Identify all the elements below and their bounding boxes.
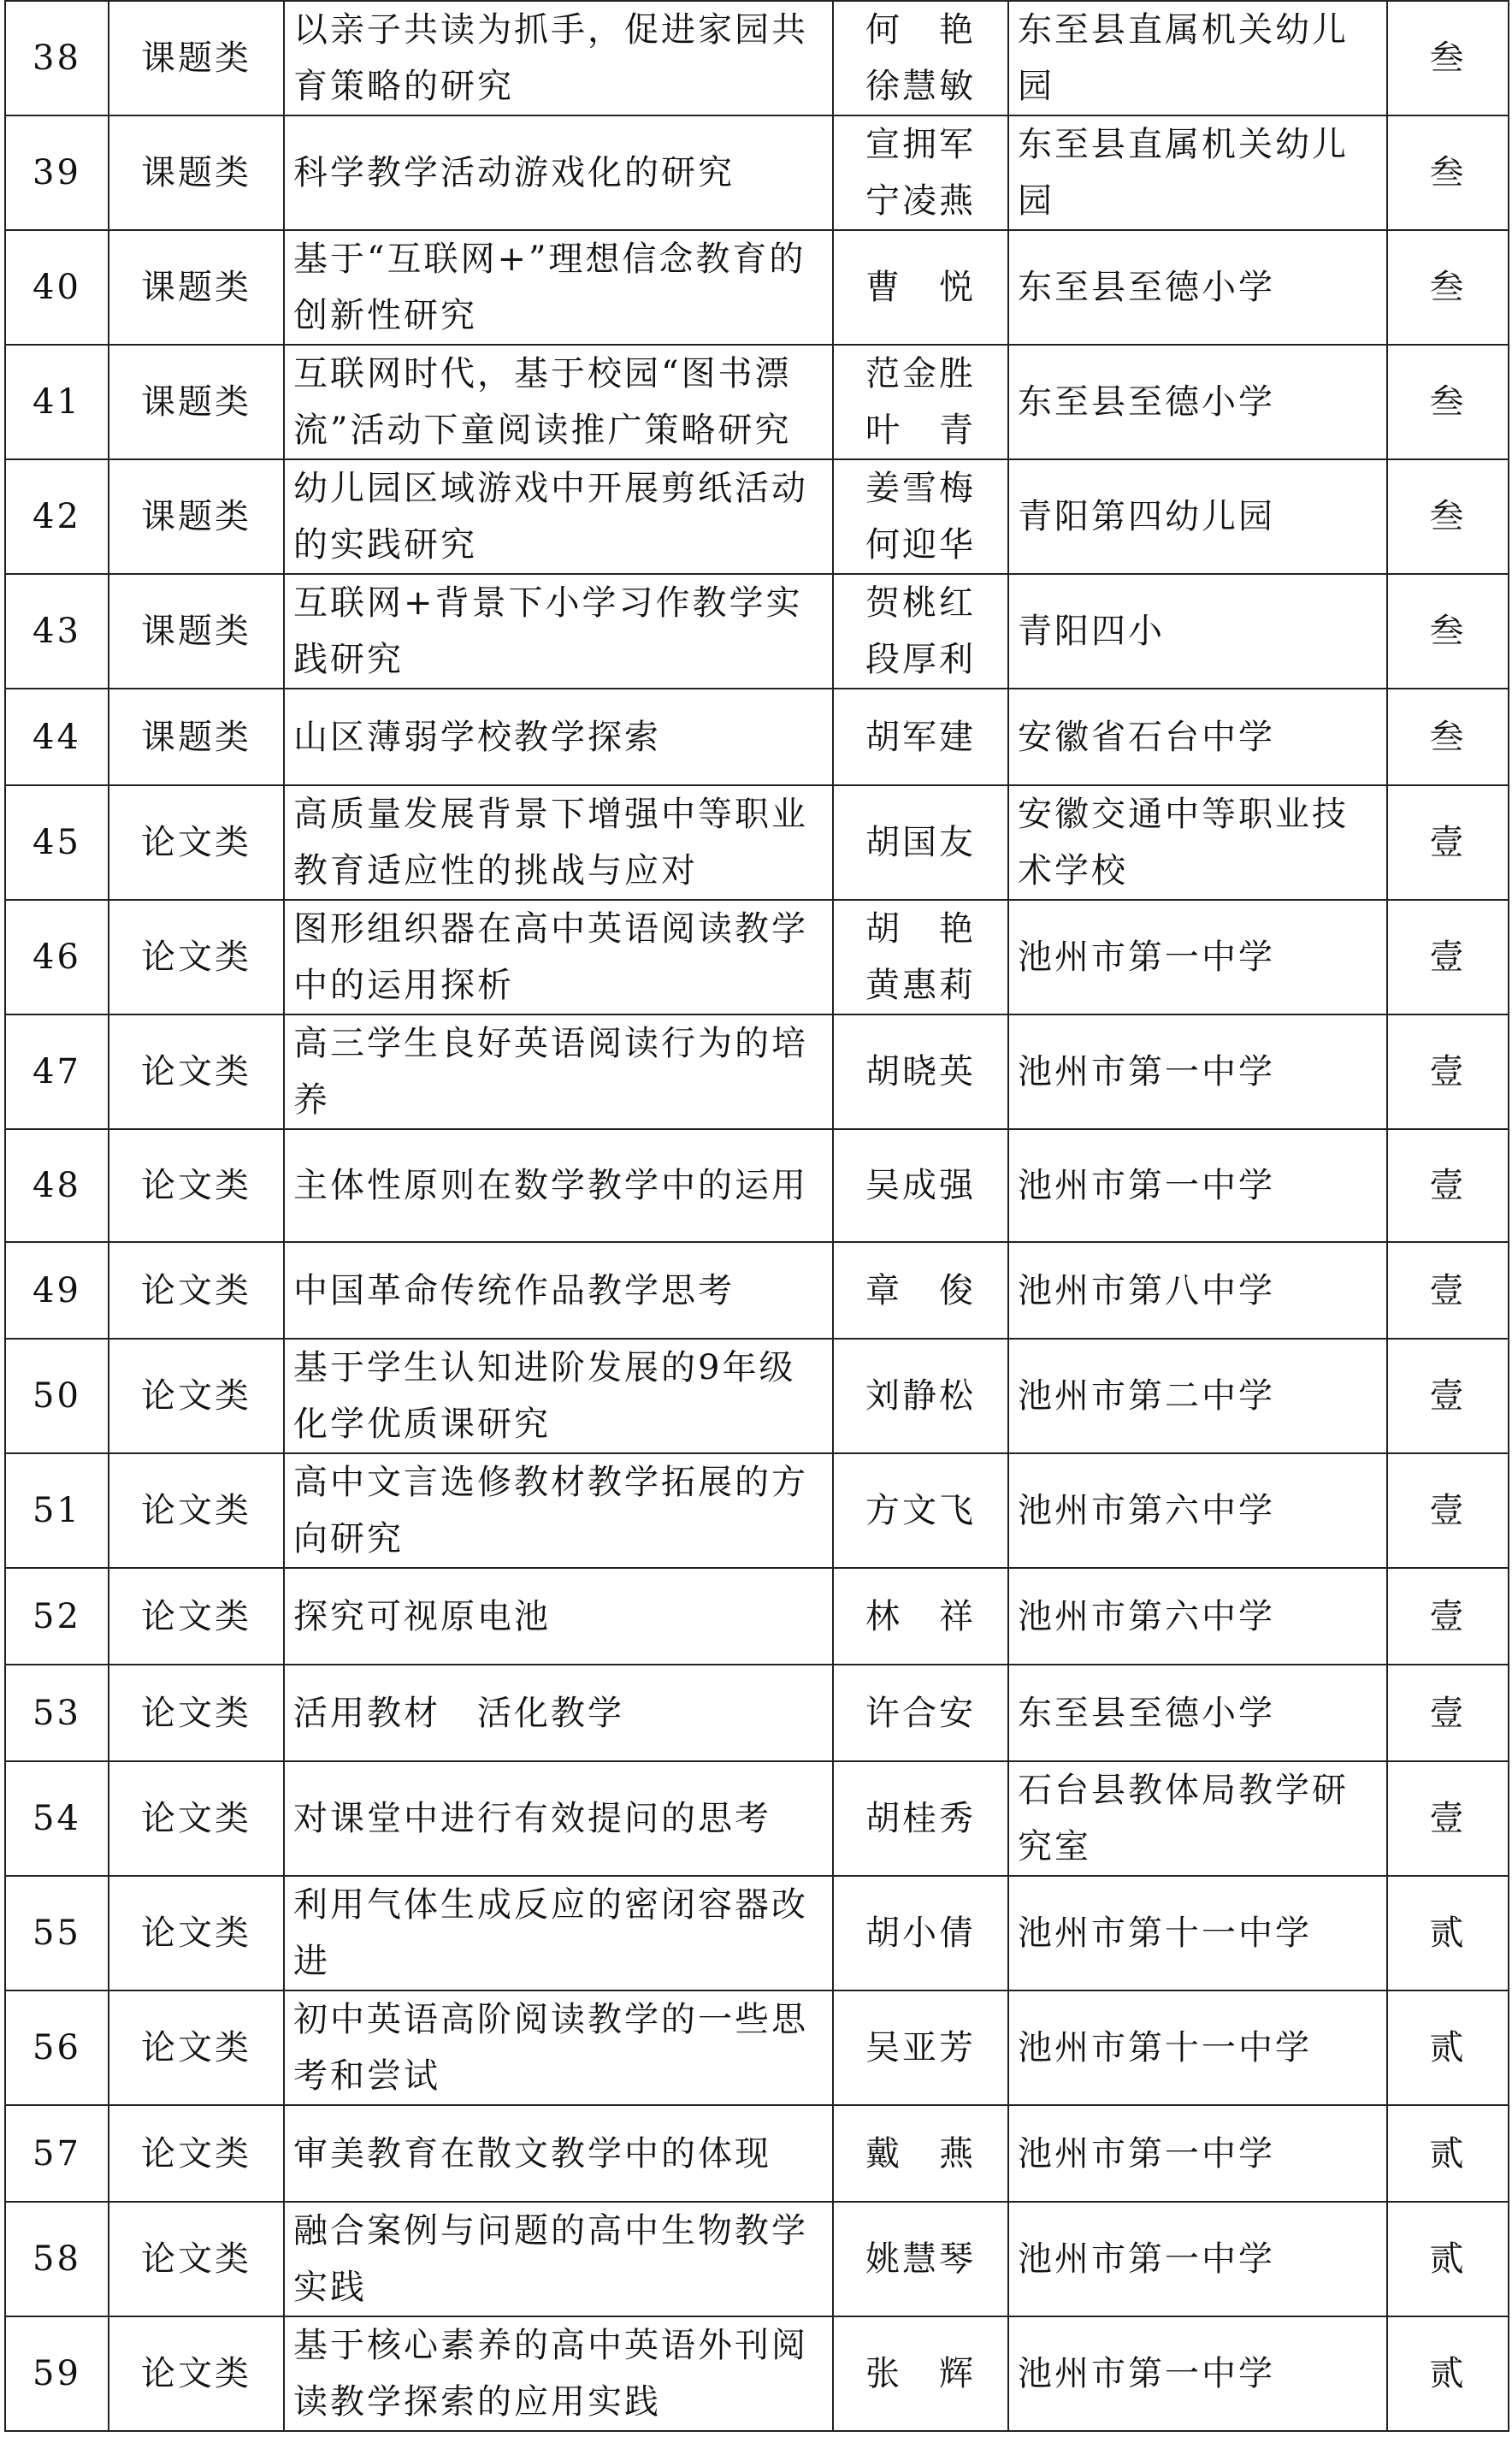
author-cell [833, 1014, 1008, 1129]
author-cell [833, 900, 1008, 1014]
category-cell: 课题类 [109, 230, 284, 345]
author-name: 吴成强 [865, 1166, 976, 1205]
author-cell [833, 115, 1008, 230]
row-number-cell: 51 [5, 1453, 109, 1568]
title-cell: 互联网+背景下小学习作教学实践研究 [284, 574, 833, 689]
category-cell: 课题类 [109, 1, 284, 115]
award-level-cell: 叁 [1387, 345, 1509, 459]
award-level-cell: 壹 [1387, 1014, 1509, 1129]
author-cell [833, 785, 1008, 900]
award-level-cell: 贰 [1387, 1876, 1509, 1990]
category-cell: 论文类 [109, 1876, 284, 1990]
author-cell [833, 1761, 1008, 1876]
author-name: 宁凌燕 [865, 181, 976, 221]
award-level-cell: 壹 [1387, 1242, 1509, 1339]
author-cell [833, 230, 1008, 345]
award-level-cell: 叁 [1387, 459, 1509, 574]
category-cell: 课题类 [109, 345, 284, 459]
row-number-cell: 43 [5, 574, 109, 689]
unit-cell: 东至县至德小学 [1008, 345, 1387, 459]
row-number-cell: 45 [5, 785, 109, 900]
category-cell: 论文类 [109, 1453, 284, 1568]
author-name: 林 祥 [865, 1596, 976, 1636]
author-cell [833, 1453, 1008, 1568]
award-level-cell: 壹 [1387, 900, 1509, 1014]
category-cell: 论文类 [109, 900, 284, 1014]
title-cell: 互联网时代，基于校园“图书漂流”活动下童阅读推广策略研究 [284, 345, 833, 459]
award-level-cell: 叁 [1387, 1, 1509, 115]
author-cell [833, 574, 1008, 689]
unit-cell: 青阳第四幼儿园 [1008, 459, 1387, 574]
row-number-cell: 54 [5, 1761, 109, 1876]
row-number-cell: 58 [5, 2202, 109, 2316]
author-name: 章 俊 [865, 1270, 976, 1310]
award-level-cell: 壹 [1387, 1129, 1509, 1242]
award-level-cell: 叁 [1387, 230, 1509, 345]
author-name: 胡 艳 [865, 909, 976, 949]
author-name: 胡小倩 [865, 1914, 976, 1953]
award-level-cell: 贰 [1387, 2202, 1509, 2316]
author-name: 胡军建 [865, 717, 976, 757]
unit-cell: 青阳四小 [1008, 574, 1387, 689]
award-level-cell: 壹 [1387, 1761, 1509, 1876]
row-number-cell: 55 [5, 1876, 109, 1990]
row-number-cell: 38 [5, 1, 109, 115]
row-number-cell: 56 [5, 1990, 109, 2105]
author-name: 张 辉 [865, 2354, 976, 2393]
unit-cell: 池州市第一中学 [1008, 1129, 1387, 1242]
row-number-cell: 39 [5, 115, 109, 230]
award-level-cell: 叁 [1387, 574, 1509, 689]
table-row [5, 2316, 1509, 2431]
author-name: 段厚利 [865, 640, 976, 679]
table-row [5, 1568, 1509, 1665]
table-row [5, 1761, 1509, 1876]
author-name: 范金胜 [865, 354, 976, 393]
author-name: 胡桂秀 [865, 1799, 976, 1838]
table-row [5, 230, 1509, 345]
award-level-cell: 壹 [1387, 1453, 1509, 1568]
title-cell: 初中英语高阶阅读教学的一些思考和尝试 [284, 1990, 833, 2105]
unit-cell: 安徽交通中等职业技术学校 [1008, 785, 1387, 900]
row-number-cell: 59 [5, 2316, 109, 2431]
author-cell [833, 2202, 1008, 2316]
award-level-cell: 贰 [1387, 2105, 1509, 2202]
unit-cell: 池州市第一中学 [1008, 2316, 1387, 2431]
row-number-cell: 53 [5, 1665, 109, 1761]
author-name: 何 艳 [865, 10, 976, 50]
unit-cell: 池州市第六中学 [1008, 1568, 1387, 1665]
table-row [5, 574, 1509, 689]
row-number-cell: 48 [5, 1129, 109, 1242]
award-level-cell: 贰 [1387, 1990, 1509, 2105]
table-row [5, 900, 1509, 1014]
table-row [5, 785, 1509, 900]
table-row [5, 2202, 1509, 2316]
unit-cell: 池州市第八中学 [1008, 1242, 1387, 1339]
title-cell: 高中文言选修教材教学拓展的方向研究 [284, 1453, 833, 1568]
table-row [5, 2105, 1509, 2202]
category-cell: 论文类 [109, 785, 284, 900]
table-row [5, 1339, 1509, 1453]
category-cell: 论文类 [109, 1014, 284, 1129]
award-level-cell: 壹 [1387, 1568, 1509, 1665]
table-row [5, 1, 1509, 115]
title-cell: 利用气体生成反应的密闭容器改进 [284, 1876, 833, 1990]
award-level-cell: 叁 [1387, 115, 1509, 230]
category-cell: 论文类 [109, 1665, 284, 1761]
category-cell: 论文类 [109, 2202, 284, 2316]
title-cell: 对课堂中进行有效提问的思考 [284, 1761, 833, 1876]
row-number-cell: 46 [5, 900, 109, 1014]
category-cell: 论文类 [109, 1568, 284, 1665]
author-name: 戴 燕 [865, 2133, 976, 2174]
title-cell: 基于“互联网+”理想信念教育的创新性研究 [284, 230, 833, 345]
title-cell: 山区薄弱学校教学探索 [284, 689, 833, 785]
category-cell: 论文类 [109, 1990, 284, 2105]
table-row [5, 1242, 1509, 1339]
award-level-cell: 叁 [1387, 689, 1509, 785]
author-cell [833, 1129, 1008, 1242]
unit-cell: 池州市第一中学 [1008, 1014, 1387, 1129]
award-level-cell: 壹 [1387, 1665, 1509, 1761]
title-cell: 以亲子共读为抓手，促进家园共育策略的研究 [284, 1, 833, 115]
author-name: 叶 青 [865, 411, 976, 450]
row-number-cell: 57 [5, 2105, 109, 2202]
title-cell: 基于学生认知进阶发展的9年级化学优质课研究 [284, 1339, 833, 1453]
author-name: 贺桃红 [865, 583, 976, 623]
author-cell [833, 1876, 1008, 1990]
table-row [5, 1014, 1509, 1129]
table-row [5, 1876, 1509, 1990]
unit-cell: 池州市第十一中学 [1008, 1876, 1387, 1990]
unit-cell: 石台县教体局教学研究室 [1008, 1761, 1387, 1876]
row-number-cell: 49 [5, 1242, 109, 1339]
unit-cell: 池州市第一中学 [1008, 2202, 1387, 2316]
title-cell: 高质量发展背景下增强中等职业教育适应性的挑战与应对 [284, 785, 833, 900]
author-cell [833, 1990, 1008, 2105]
author-name: 刘静松 [865, 1376, 976, 1416]
unit-cell: 东至县直属机关幼儿园 [1008, 1, 1387, 115]
category-cell: 课题类 [109, 459, 284, 574]
table-row [5, 1453, 1509, 1568]
row-number-cell: 47 [5, 1014, 109, 1129]
unit-cell: 池州市第十一中学 [1008, 1990, 1387, 2105]
title-cell: 审美教育在散文教学中的体现 [284, 2105, 833, 2202]
unit-cell: 东至县直属机关幼儿园 [1008, 115, 1387, 230]
title-cell: 幼儿园区域游戏中开展剪纸活动的实践研究 [284, 459, 833, 574]
author-name: 胡晓英 [865, 1052, 976, 1091]
title-cell: 高三学生良好英语阅读行为的培养 [284, 1014, 833, 1129]
category-cell: 论文类 [109, 2105, 284, 2202]
category-cell: 论文类 [109, 2316, 284, 2431]
table-row [5, 1665, 1509, 1761]
category-cell: 论文类 [109, 1339, 284, 1453]
unit-cell: 池州市第二中学 [1008, 1339, 1387, 1453]
category-cell: 课题类 [109, 574, 284, 689]
author-cell [833, 459, 1008, 574]
author-cell [833, 2105, 1008, 2202]
author-name: 何迎华 [865, 525, 976, 565]
author-cell [833, 1568, 1008, 1665]
row-number-cell: 52 [5, 1568, 109, 1665]
category-cell: 论文类 [109, 1129, 284, 1242]
author-name: 吴亚芳 [865, 2028, 976, 2067]
author-name: 徐慧敏 [865, 67, 976, 106]
awards-table-body [5, 1, 1509, 2431]
author-name: 黄惠莉 [865, 966, 976, 1005]
author-cell [833, 345, 1008, 459]
awards-table [4, 0, 1509, 2432]
author-name: 许合安 [865, 1693, 976, 1733]
author-name: 方文飞 [865, 1491, 976, 1530]
author-cell [833, 1, 1008, 115]
row-number-cell: 44 [5, 689, 109, 785]
category-cell: 课题类 [109, 689, 284, 785]
row-number-cell: 42 [5, 459, 109, 574]
author-cell [833, 1665, 1008, 1761]
title-cell: 中国革命传统作品教学思考 [284, 1242, 833, 1339]
unit-cell: 池州市第一中学 [1008, 2105, 1387, 2202]
author-name: 姚慧琴 [865, 2239, 976, 2279]
title-cell: 图形组织器在高中英语阅读教学中的运用探析 [284, 900, 833, 1014]
unit-cell: 东至县至德小学 [1008, 1665, 1387, 1761]
table-row [5, 1129, 1509, 1242]
row-number-cell: 40 [5, 230, 109, 345]
award-level-cell: 贰 [1387, 2316, 1509, 2431]
table-row [5, 689, 1509, 785]
author-name: 胡国友 [865, 823, 976, 862]
category-cell: 论文类 [109, 1761, 284, 1876]
unit-cell: 安徽省石台中学 [1008, 689, 1387, 785]
unit-cell: 池州市第一中学 [1008, 900, 1387, 1014]
author-cell [833, 1242, 1008, 1339]
author-cell [833, 2316, 1008, 2431]
unit-cell: 池州市第六中学 [1008, 1453, 1387, 1568]
award-level-cell: 壹 [1387, 785, 1509, 900]
author-name: 姜雪梅 [865, 469, 976, 508]
table-row [5, 1990, 1509, 2105]
unit-cell: 东至县至德小学 [1008, 230, 1387, 345]
title-cell: 融合案例与问题的高中生物教学实践 [284, 2202, 833, 2316]
table-row [5, 115, 1509, 230]
row-number-cell: 50 [5, 1339, 109, 1453]
title-cell: 主体性原则在数学教学中的运用 [284, 1129, 833, 1242]
row-number-cell: 41 [5, 345, 109, 459]
table-row [5, 459, 1509, 574]
author-cell [833, 689, 1008, 785]
author-cell [833, 1339, 1008, 1453]
award-level-cell: 壹 [1387, 1339, 1509, 1453]
category-cell: 论文类 [109, 1242, 284, 1339]
table-row [5, 345, 1509, 459]
author-name: 宣拥军 [865, 125, 976, 164]
title-cell: 科学教学活动游戏化的研究 [284, 115, 833, 230]
title-cell: 活用教材 活化教学 [284, 1665, 833, 1761]
title-cell: 探究可视原电池 [284, 1568, 833, 1665]
category-cell: 课题类 [109, 115, 284, 230]
title-cell: 基于核心素养的高中英语外刊阅读教学探索的应用实践 [284, 2316, 833, 2431]
author-name: 曹 悦 [865, 268, 976, 307]
